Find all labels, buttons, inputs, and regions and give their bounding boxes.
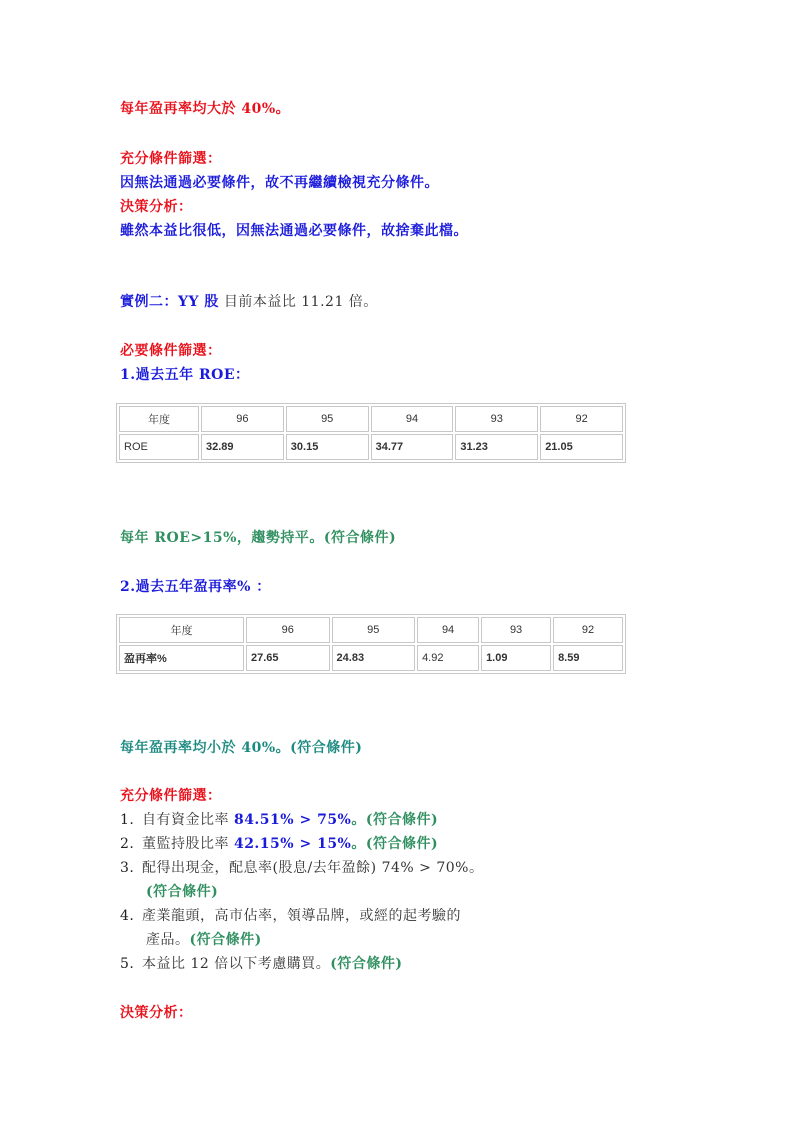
roe-header-94: 94 xyxy=(371,406,454,432)
table-row xyxy=(119,434,623,460)
list-result: (符合條件) xyxy=(146,884,219,900)
ratio-header-94: 94 xyxy=(417,617,479,643)
ratio-header-95: 95 xyxy=(332,617,416,643)
ratio-value-92: 8.59 xyxy=(553,645,623,671)
list-number: 4. xyxy=(120,908,135,924)
heading-necessary-conditions: 必要條件篩選： xyxy=(120,343,222,359)
list-text: 董監持股比率 xyxy=(142,836,234,852)
table-row xyxy=(119,617,623,643)
list-text: 配得出現金，配息率(股息/去年盈餘) 74% > 70%。 xyxy=(142,860,484,876)
list-highlight: 42.15% > 15% xyxy=(233,836,352,852)
ratio-header-year: 年度 xyxy=(119,617,244,643)
list-number: 1. xyxy=(120,812,135,828)
ratio-value-95: 24.83 xyxy=(332,645,416,671)
line-roe-conclusion: 每年 ROE>15%，趨勢持平。(符合條件) xyxy=(120,530,397,546)
list-result: (符合條件) xyxy=(189,932,262,948)
list-text: 產業龍頭，高市佔率，領導品牌，或經的起考驗的 xyxy=(142,908,461,924)
ratio-header-93: 93 xyxy=(481,617,551,643)
list-result: (符合條件) xyxy=(330,956,403,972)
heading-ratio-five-years: 2.過去五年盈再率% ： xyxy=(120,579,271,595)
roe-value-94: 34.77 xyxy=(371,434,454,460)
list-item xyxy=(120,833,438,853)
ratio-row-label: 盈再率% xyxy=(119,645,244,671)
heading-sufficient-conditions-1: 充分條件篩選： xyxy=(120,151,222,167)
roe-row-label: ROE xyxy=(119,434,199,460)
ratio-value-94: 4.92 xyxy=(417,645,479,671)
list-number: 2. xyxy=(120,836,135,852)
list-item xyxy=(120,857,483,877)
roe-table xyxy=(116,403,626,463)
list-number: 3. xyxy=(120,860,135,876)
heading-decision-analysis-1: 決策分析： xyxy=(120,199,193,215)
list-item xyxy=(120,809,438,829)
roe-value-92: 21.05 xyxy=(540,434,623,460)
roe-header-96: 96 xyxy=(201,406,284,432)
heading-roe-five-years: 1.過去五年 ROE： xyxy=(120,367,250,383)
example-two-title: 實例二：YY 股 xyxy=(120,294,219,310)
example-two-line xyxy=(120,291,378,311)
list-number: 5. xyxy=(120,956,135,972)
roe-value-96: 32.89 xyxy=(201,434,284,460)
ratio-header-96: 96 xyxy=(246,617,330,643)
table-row xyxy=(119,406,623,432)
example-two-pe: 目前本益比 11.21 倍。 xyxy=(218,294,378,310)
ratio-value-96: 27.65 xyxy=(246,645,330,671)
line-ratio-conclusion: 每年盈再率均小於 40%。(符合條件) xyxy=(120,740,363,756)
heading-sufficient-conditions-2: 充分條件篩選： xyxy=(120,788,222,804)
ratio-header-92: 92 xyxy=(553,617,623,643)
roe-header-93: 93 xyxy=(455,406,538,432)
list-item xyxy=(120,953,402,973)
ratio-table xyxy=(116,614,626,674)
list-result: 。(符合條件) xyxy=(351,836,439,852)
roe-header-95: 95 xyxy=(286,406,369,432)
table-row xyxy=(119,645,623,671)
list-text: 自有資金比率 xyxy=(142,812,234,828)
roe-header-year: 年度 xyxy=(119,406,199,432)
list-highlight: 84.51% > 75% xyxy=(233,812,352,828)
ratio-value-93: 1.09 xyxy=(481,645,551,671)
roe-header-92: 92 xyxy=(540,406,623,432)
list-item-continued xyxy=(120,929,262,949)
line-skip-sufficient: 因無法通過必要條件，故不再繼續檢視充分條件。 xyxy=(120,175,439,191)
line-decision-discard: 雖然本益比很低，因無法通過必要條件，故捨棄此檔。 xyxy=(120,223,468,239)
list-text: 本益比 12 倍以下考慮購買。 xyxy=(142,956,331,972)
roe-value-93: 31.23 xyxy=(455,434,538,460)
line-ratio-above-40: 每年盈再率均大於 40%。 xyxy=(120,101,291,117)
list-result: 。(符合條件) xyxy=(351,812,439,828)
roe-value-95: 30.15 xyxy=(286,434,369,460)
list-item xyxy=(120,905,461,925)
heading-decision-analysis-2: 決策分析： xyxy=(120,1005,193,1021)
list-text: 產品。 xyxy=(146,932,190,948)
